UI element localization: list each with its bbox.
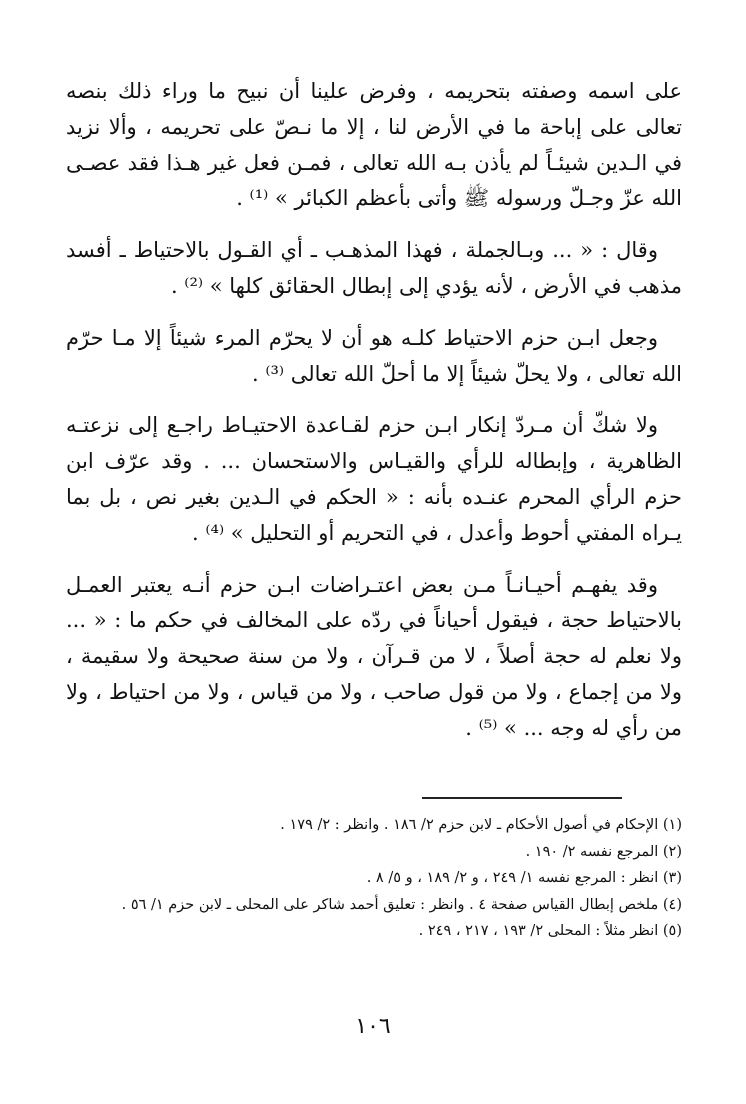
main-text — [66, 74, 682, 763]
footnotes — [66, 812, 682, 945]
footnote-2: (٢) المرجع نفسه ٢/ ١٩٠ . — [525, 843, 682, 860]
paragraph-3: وجعل ابـن حزم الاحتياط كلـه هو أن لا يحرّم المرء شيئاً إلا مـا حرّم الله تعالى ، ولا يحلّ شيئاً إلا ما أحلّ الله تعالى ⁽³⁾ . — [66, 325, 682, 386]
paragraph-5: وقد يفهـم أحيـانـاً مـن بعض اعتـراضات ابـن حزم أنـه يعتبر العمـل بالاحتياط حجة ، فيقول أحياناً في ردّه على المخالف في حكم ما : « ... ولا نعلم له حجة أصلاً ، لا من قـرآن ، ولا من سنة صحيحة ولا سقيمة ، ولا من إجماع ، ولا من قول صاحب ، ولا من قياس ، ولا من احتياط ، ولا من رأي له وجه ... » ⁽⁵⁾ . — [66, 572, 682, 740]
footnote-1: (١) الإحكام في أصول الأحكام ـ لابن حزم ٢/ ١٨٦ . وانظر : ٢/ ١٧٩ . — [280, 817, 682, 833]
footnote-5: (٥) انظر مثلاً : المحلى ٢/ ١٩٣ ، ٢١٧ ، ٢٤٩ . — [418, 923, 682, 939]
footnote-divider — [422, 797, 622, 799]
paragraph-2: وقال : « ... وبـالجملة ، فهذا المذهـب ـ أي القـول بالاحتياط ـ أفسد مذهب في الأرض ، لأنه يؤدي إلى إبطال الحقائق كلها » ⁽²⁾ . — [66, 238, 682, 298]
footnote-3: (٣) انظر : المرجع نفسه ١/ ٢٤٩ ، و ٢/ ١٨٩ ، و ٥/ ٨ . — [366, 870, 682, 886]
page-number: ١٠٦ — [355, 1014, 391, 1039]
footnote-4: (٤) ملخص إبطال القياس صفحة ٤ . وانظر : تعليق أحمد شاكر على المحلى ـ لابن حزم ١/ ٥٦ . — [121, 896, 682, 913]
paragraph-1: على اسمه وصفته بتحريمه ، وفرض علينا أن نبيح ما وراء ذلك بنصه تعالى على إباحة ما في الأرض لنا ، إلا ما نـصّ على تحريمه ، وألا نزيد في الـدين شيئـاً لم يأذن بـه الله تعالى ، فمـن فعل غير هـذا فقد عصـى الله عزّ وجـلّ ورسوله ﷺ وأتى بأعظم الكبائر » ⁽¹⁾ . — [66, 79, 682, 211]
paragraph-4: ولا شكّ أن مـردّ إنكار ابـن حزم لقـاعدة الاحتيـاط راجـع إلى نزعتـه الظاهرية ، وإبطاله للرأي والقيـاس والاستحسان ... . وقد عرّف ابن حزم الرأي المحرم عنـده بأنه : « الحكم في الـدين بغير نص ، بل بما يـراه المفتي أحوط وأعدل ، في التحريم أو التحليل » ⁽⁴⁾ . — [66, 413, 682, 545]
